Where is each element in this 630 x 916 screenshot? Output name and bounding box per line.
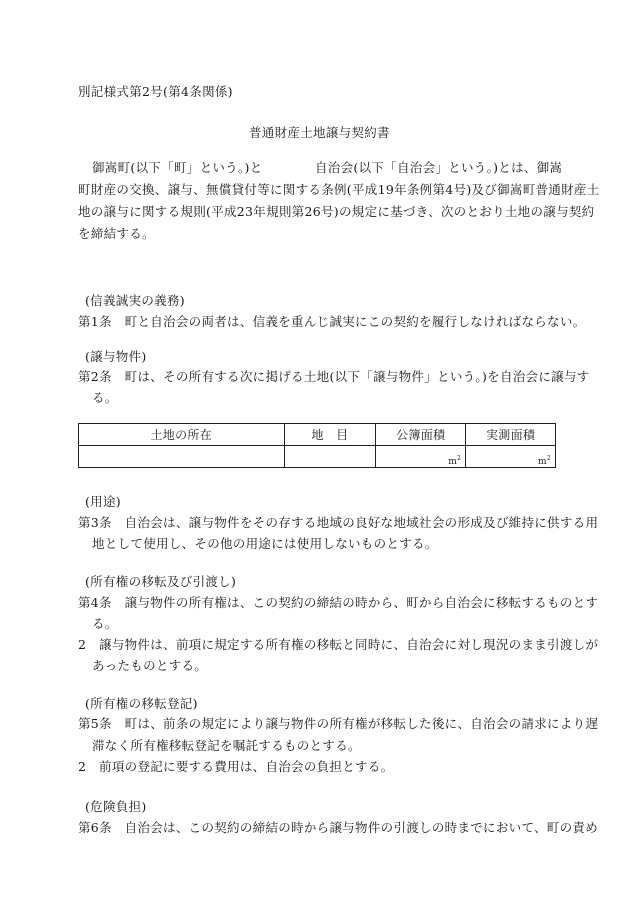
- intro-line3: 地の譲与に関する規則(平成23年規則第26号)の規定に基づき、次のとおり土地の譲与契約: [78, 204, 595, 219]
- unit-sup: 2: [546, 455, 551, 462]
- form-label: 別記様式第2号(第4条関係): [78, 84, 233, 99]
- article4-caption: (所有権の移転及び引渡し): [85, 574, 237, 589]
- cell-registered-area: [376, 446, 466, 468]
- article6-line1: 第6条 自治会は、この契約の締結の時から譲与物件の引渡しの時までにおいて、町の責め: [78, 820, 599, 835]
- cell-measured-area: [466, 446, 556, 468]
- cell-location: [79, 446, 285, 468]
- intro-line2: 町財産の交換、譲与、無償貸付等に関する条例(平成19年条例第4号)及び御嵩町普通財産土: [78, 182, 600, 197]
- article2-line2: る。: [92, 390, 118, 405]
- header-measured-area: 実測面積: [466, 424, 556, 446]
- article1-text: 第1条 町と自治会の両者は、信義を重んじ誠実にこの契約を履行しなければならない。: [78, 314, 586, 329]
- table-row: [79, 446, 556, 468]
- land-table: [78, 423, 556, 468]
- article2-line1: 第2条 町は、その所有する次に掲げる土地(以下「譲与物件」という。)を自治会に譲与す: [78, 369, 590, 384]
- article3-line1: 第3条 自治会は、譲与物件をその存する地域の良好な地域社会の形成及び維持に供する用: [78, 515, 599, 530]
- header-land-category: 地 目: [284, 424, 376, 446]
- unit-m: m: [538, 457, 547, 467]
- article1-caption: (信義誠実の義務): [85, 293, 185, 308]
- header-registered-area: 公簿面積: [376, 424, 466, 446]
- article3-line2: 地として使用し、その他の用途には使用しないものとする。: [92, 536, 438, 551]
- article3-caption: (用途): [85, 494, 121, 509]
- unit-sup: 2: [457, 455, 462, 462]
- intro-line4: を締結する。: [78, 226, 155, 241]
- unit-m: m: [448, 457, 458, 467]
- article5-para2-line1: 2 前項の登記に要する費用は、自治会の負担とする。: [78, 759, 394, 774]
- cell-land-category: [284, 446, 376, 468]
- article6-caption: (危険負担): [85, 799, 147, 814]
- document-title: 普通財産土地譲与契約書: [249, 125, 390, 140]
- article4-line2: る。: [92, 616, 118, 631]
- intro-line1-part2: 自治会(以下「自治会」という。)とは、御嵩: [315, 160, 563, 175]
- table-header-row: [79, 424, 556, 446]
- intro-line1-part1: 御嵩町(以下「町」という。)と: [92, 160, 263, 175]
- article5-line2: 滞なく所有権移転登記を嘱託するものとする。: [92, 738, 361, 753]
- article5-line1: 第5条 町は、前条の規定により譲与物件の所有権が移転した後に、自治会の請求により遅: [78, 716, 599, 731]
- article5-caption: (所有権の移転登記): [85, 696, 198, 711]
- article4-para2-line2: あったものとする。: [92, 658, 208, 673]
- article4-line1: 第4条 譲与物件の所有権は、この契約の締結の時から、町から自治会に移転するものとす: [78, 595, 599, 610]
- header-location: 土地の所在: [79, 424, 285, 446]
- article4-para2-line1: 2 譲与物件は、前項に規定する所有権の移転と同時に、自治会に対し現況のまま引渡しが: [78, 637, 599, 652]
- article2-caption: (譲与物件): [85, 349, 147, 364]
